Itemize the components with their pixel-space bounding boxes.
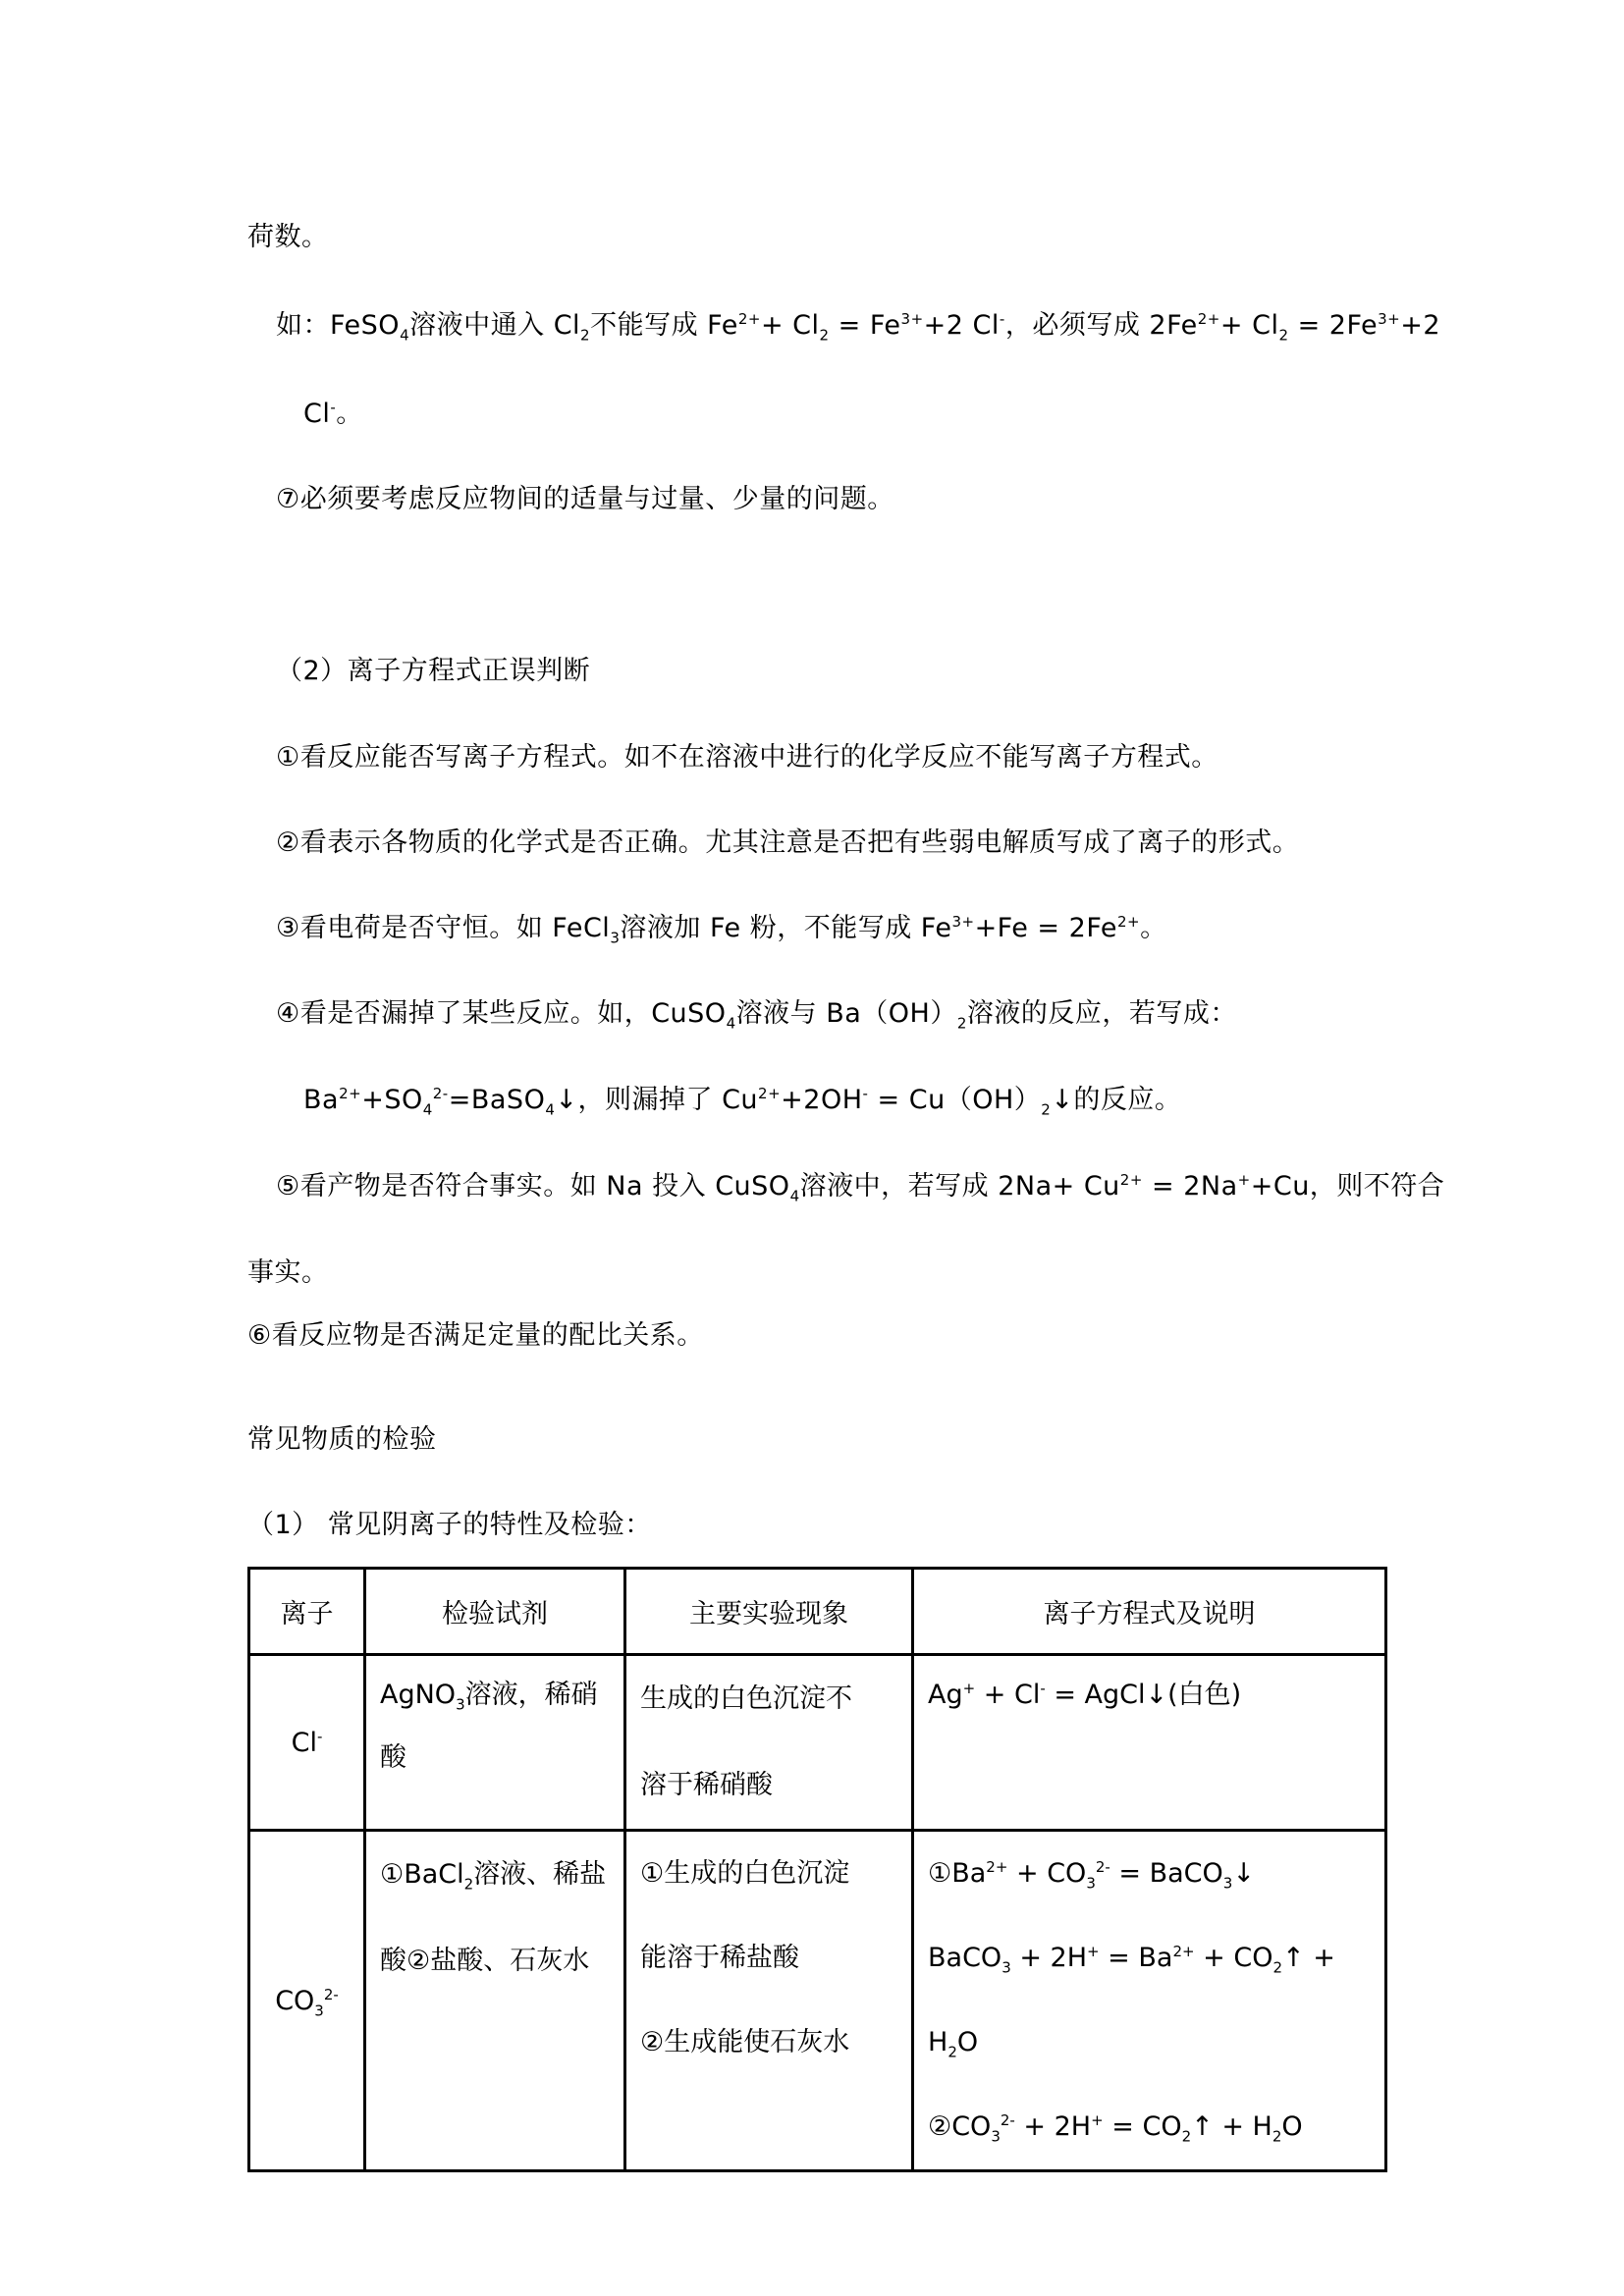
- text-line: ②看表示各物质的化学式是否正确。尤其注意是否把有些弱电解质写成了离子的形式。: [276, 828, 1300, 858]
- reagent-cell: ①BaCl$_2$溶液、稀盐 酸②盐酸、石灰水: [365, 1831, 625, 2171]
- header-phenomenon: 主要实验现象: [625, 1569, 913, 1655]
- example-equation-line: 如：FeSO$_4$溶液中通入 $Cl_2$不能写成 $Fe^{2+}+ Cl_2 = Fe^{3+}+2$ Cl-，必须写成 $2Fe^{2+}+ Cl_2 = 2Fe^{3+}+2$: [276, 310, 1441, 345]
- ion-cell: $CO_3^{2-}$: [249, 1831, 365, 2171]
- subsection-heading: （1） 常见阴离子的特性及检验：: [247, 1510, 652, 1540]
- header-reagent: 检验试剂: [365, 1569, 625, 1655]
- section-heading: 常见物质的检验: [247, 1424, 437, 1455]
- section-heading: （2）离子方程式正误判断: [276, 656, 591, 686]
- text-line: ④看是否漏掉了某些反应。如，CuSO$_4$溶液与 $Ba(OH)_2$溶液的反应，若写成：: [276, 998, 1237, 1033]
- table-row: [249, 1831, 1386, 2171]
- table-row: [249, 1655, 1386, 1831]
- header-equation: 离子方程式及说明: [913, 1569, 1386, 1655]
- text-line: ③看电荷是否守恒。如 FeCl$_3$溶液加 Fe 粉，不能写成 $Fe^{3+}+Fe = 2Fe^{2+}$。: [276, 913, 1167, 947]
- phenomenon-cell: 生成的白色沉淀不 溶于稀硝酸: [625, 1655, 913, 1831]
- text-line: 事实。: [247, 1257, 329, 1288]
- anion-test-table: [247, 1567, 1387, 2172]
- equation-line: $Ba^{2+}+SO_4^{2-}=BaSO_4↓$，则漏掉了 $Cu^{2+}+2OH^-$ = $Cu(OH)_2↓$的反应。: [303, 1085, 1182, 1119]
- reagent-cell: AgNO$_3$溶液，稀硝酸: [365, 1655, 625, 1831]
- text-line: ⑦必须要考虑反应物间的适量与过量、少量的问题。: [276, 484, 894, 514]
- equation-cell: $①Ba^{2+} + CO_3^{2-}$ = BaCO$_3$↓ BaCO$_3$ + $2H^+ = Ba^{2+}$ + $CO_2↑ + H_2O$ $②CO_3^{2-} + 2H^+$ = $CO_2↑ + H_2O$: [913, 1831, 1386, 2171]
- table-header-row: [249, 1569, 1386, 1655]
- equation-continuation: Cl-。: [303, 399, 363, 429]
- text-line: ⑤看产物是否符合事实。如 Na 投入 CuSO$_4$溶液中，若写成 $2Na+ Cu^{2+} = 2Na^++Cu$，则不符合: [276, 1171, 1445, 1205]
- text-line: ⑥看反应物是否满足定量的配比关系。: [247, 1320, 704, 1351]
- equation-cell: Ag+ + Cl- = AgCl↓(白色): [913, 1655, 1386, 1831]
- phenomenon-cell: ①生成的白色沉淀 能溶于稀盐酸 ②生成能使石灰水: [625, 1831, 913, 2171]
- ion-cell: Cl-: [249, 1655, 365, 1831]
- text-line: ①看反应能否写离子方程式。如不在溶液中进行的化学反应不能写离子方程式。: [276, 742, 1218, 773]
- text-line: 荷数。: [247, 222, 329, 252]
- header-ion: 离子: [249, 1569, 365, 1655]
